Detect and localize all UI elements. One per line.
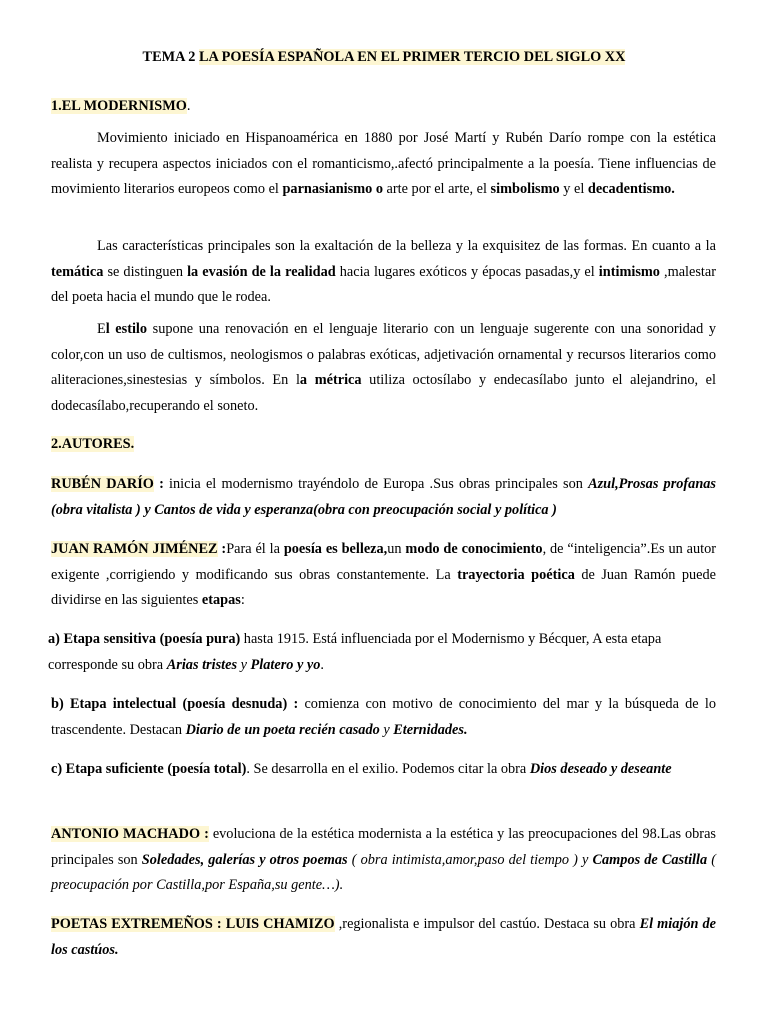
- section-heading-autores: [51, 432, 716, 458]
- author-juan-ramon-jimenez: JUAN RAMÓN JIMÉNEZ :Para él la poesía es belleza,un modo de conocimiento, de “inteligencia”.Es un autor exigente ,corrigiendo y modificando sus obras constantemente. La trayectoria poética de Juan Ramón puede dividirse en las siguientes etapas:: [51, 541, 717, 608]
- author-luis-chamizo: POETAS EXTREMEÑOS : LUIS CHAMIZO ,regionalista e impulsor del castúo. Destaca su obra El miajón de los castúos.: [51, 916, 716, 958]
- author-name: RUBÉN DARÍO: [51, 476, 154, 492]
- etapa-suficiente: c) Etapa suficiente (poesía total). Se desarrolla en el exilio. Podemos citar la obra Dios deseado y deseante: [51, 761, 672, 777]
- author-antonio-machado: ANTONIO MACHADO : evoluciona de la estética modernista a la estética y las preocupaciones del 98.Las obras principales son Soledades, galerías y otros poemas ( obra intimista,amor,paso del tiempo ) y Campos de Castilla ( preocupación por Castilla,por España,su gente…).: [51, 826, 717, 893]
- heading-text: 2.AUTORES.: [51, 436, 135, 452]
- section-heading-modernismo: 1.EL MODERNISMO.: [51, 98, 191, 114]
- paragraph-caracteristicas: Las características principales son la exaltación de la belleza y la exquisitez de las formas. En cuanto a la temática se distinguen la evasión de la realidad hacia lugares exóticos y épocas pasadas,y el intimismo ,malestar del poeta hacia el mundo que le rodea.: [51, 238, 717, 305]
- title-prefix: TEMA 2: [142, 49, 199, 65]
- etapa-sensitiva: a) Etapa sensitiva (poesía pura) hasta 1915. Está influenciada por el Modernismo y Bécquer, A esta etapa corresponde su obra Arias tristes y Platero y yo.: [48, 631, 662, 673]
- heading-text: 1.EL MODERNISMO: [51, 98, 187, 114]
- page-title: [0, 45, 768, 71]
- author-name: POETAS EXTREMEÑOS : LUIS CHAMIZO: [51, 916, 335, 932]
- paragraph-estilo: El estilo supone una renovación en el lenguaje literario con un lenguaje sugerente con una sonoridad y color,con un uso de cultismos, neologismos o palabras exóticas, adjetivación ornamental y recursos literarios como aliteraciones,sinestesias y símbolos. En la métrica utiliza octosílabo y endecasílabo junto el alejandrino, el dodecasílabo,recuperando el soneto.: [51, 321, 716, 414]
- author-name: JUAN RAMÓN JIMÉNEZ: [51, 541, 218, 557]
- paragraph-modernismo-intro: Movimiento iniciado en Hispanoamérica en 1880 por José Martí y Rubén Darío rompe con la estética realista y recupera aspectos iniciados con el romanticismo,.afectó principalmente a la poesía. Tiene influencias de movimiento literarios europeos como el parnasianismo o arte por el arte, el simbolismo y el decadentismo.: [51, 130, 716, 197]
- author-name: ANTONIO MACHADO :: [51, 826, 209, 842]
- title-main: LA POESÍA ESPAÑOLA EN EL PRIMER TERCIO DEL SIGLO XX: [198, 49, 626, 65]
- author-ruben-dario: RUBÉN DARÍO : inicia el modernismo trayéndolo de Europa .Sus obras principales son Azul,Prosas profanas (obra vitalista ) y Cantos de vida y esperanza(obra con preocupación social y política ): [51, 476, 716, 518]
- etapa-intelectual: b) Etapa intelectual (poesía desnuda) : comienza con motivo de conocimiento del mar y la búsqueda de lo trascendente. Destacan Diario de un poeta recién casado y Eternidades.: [51, 696, 716, 738]
